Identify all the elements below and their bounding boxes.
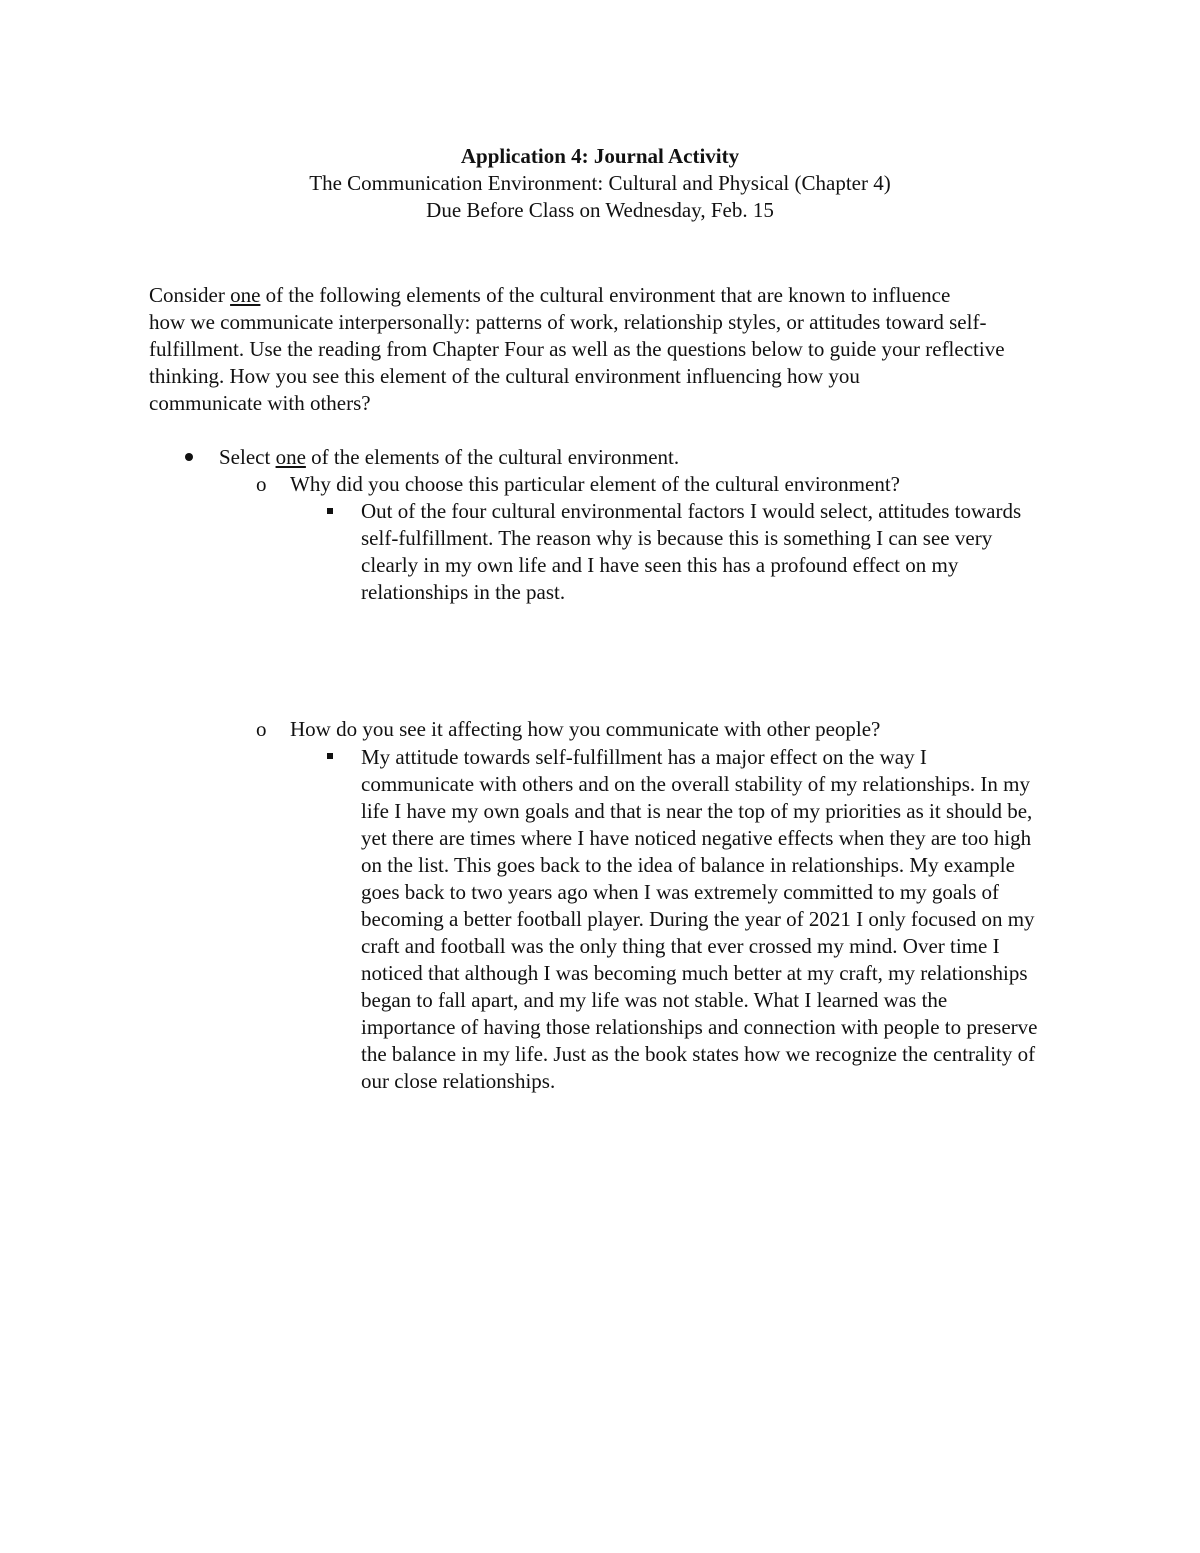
intro-line-3: fulfillment. Use the reading from Chapter Four as well as the questions below to guide your reflective <box>149 337 1005 361</box>
square-bullet-icon <box>327 753 333 759</box>
answer-line: noticed that although I was becoming much better at my craft, my relationships <box>361 961 1028 985</box>
answer-how-affecting <box>361 744 1037 1095</box>
answer-line: craft and football was the only thing that ever crossed my mind. Over time I <box>361 934 1000 958</box>
intro-paragraph <box>149 282 1124 417</box>
due-date: Due Before Class on Wednesday, Feb. 15 <box>426 198 774 222</box>
document-title: Application 4: Journal Activity <box>460 144 740 168</box>
document-subtitle: The Communication Environment: Cultural and Physical (Chapter 4) <box>309 171 891 195</box>
bullet-underlined-word: one <box>275 445 306 469</box>
answer-line: communicate with others and on the overall stability of my relationships. In my <box>361 772 1030 796</box>
bullet-select-element: Select one of the elements of the cultural environment. <box>219 445 680 469</box>
answer-line: relationships in the past. <box>361 580 566 604</box>
answer-line: the balance in my life. Just as the book states how we recognize the centrality of <box>361 1042 1036 1066</box>
intro-underlined-word: one <box>230 283 261 307</box>
bullet-dot-icon <box>185 453 193 461</box>
square-bullet-icon <box>327 508 333 514</box>
intro-line-5: communicate with others? <box>149 391 371 415</box>
question-why-choose: Why did you choose this particular element of the cultural environment? <box>290 472 900 496</box>
answer-why-choose <box>361 498 1021 606</box>
answer-line: Out of the four cultural environmental factors I would select, attitudes towards <box>361 499 1022 523</box>
intro-line-4: thinking. How you see this element of the cultural environment influencing how you <box>149 364 860 388</box>
intro-line-2: how we communicate interpersonally: patterns of work, relationship styles, or attitudes toward self- <box>149 310 987 334</box>
answer-line: on the list. This goes back to the idea of balance in relationships. My example <box>361 853 1015 877</box>
circle-bullet-icon: o <box>256 717 267 741</box>
answer-line: My attitude towards self-fulfillment has a major effect on the way I <box>361 745 927 769</box>
answer-line: our close relationships. <box>361 1069 556 1093</box>
answer-line: life I have my own goals and that is near the top of my priorities as it should be, <box>361 799 1033 823</box>
answer-line: yet there are times where I have noticed negative effects when they are too high <box>361 826 1032 850</box>
circle-bullet-icon: o <box>256 472 267 496</box>
answer-line: importance of having those relationships and connection with people to preserve <box>361 1015 1038 1039</box>
question-how-affecting: How do you see it affecting how you communicate with other people? <box>290 717 881 741</box>
intro-line-1: Consider one of the following elements of the cultural environment that are known to influence <box>149 283 951 307</box>
document-header <box>0 143 1200 224</box>
answer-line: began to fall apart, and my life was not stable. What I learned was the <box>361 988 948 1012</box>
answer-line: self-fulfillment. The reason why is because this is something I can see very <box>361 526 993 550</box>
answer-line: clearly in my own life and I have seen this has a profound effect on my <box>361 553 959 577</box>
answer-line: becoming a better football player. During the year of 2021 I only focused on my <box>361 907 1035 931</box>
answer-line: goes back to two years ago when I was extremely committed to my goals of <box>361 880 999 904</box>
